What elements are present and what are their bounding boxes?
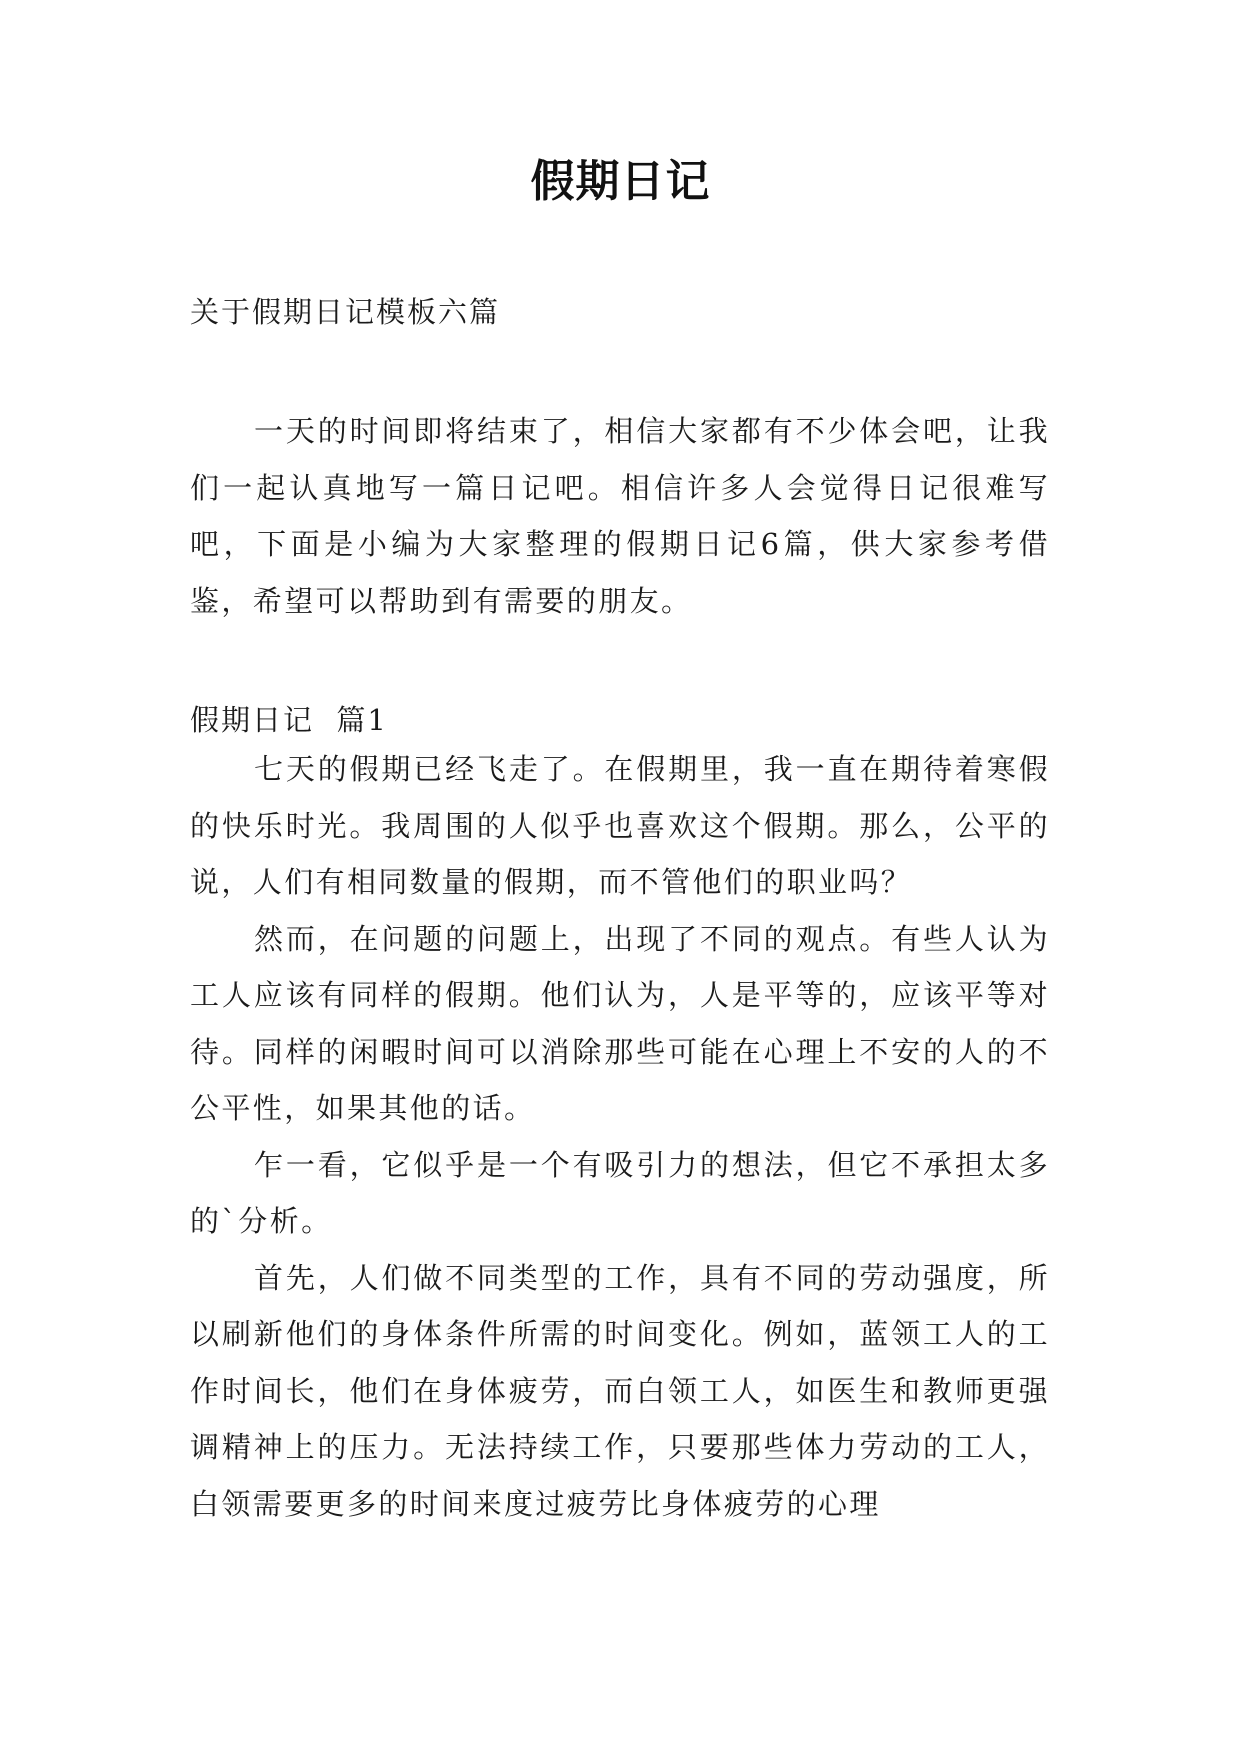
article-paragraph: 首先，人们做不同类型的工作，具有不同的劳动强度，所以刷新他们的身体条件所需的时间变化。例如，蓝领工人的工作时间长，他们在身体疲劳，而白领工人，如医生和教师更强调精神上的压力。无法持续工作，只要那些体力劳动的工人，白领需要更多的时间来度过疲劳比身体疲劳的心理 xyxy=(190,1260,1050,1521)
document-subtitle: 关于假期日记模板六篇 xyxy=(190,295,501,329)
article-body xyxy=(190,741,1050,1532)
article-paragraph: 七天的假期已经飞走了。在假期里，我一直在期待着寒假的快乐时光。我周围的人似乎也喜欢这个假期。那么，公平的说，人们有相同数量的假期，而不管他们的职业吗？ xyxy=(190,752,1050,899)
article-paragraph: 然而，在问题的问题上，出现了不同的观点。有些人认为工人应该有同样的假期。他们认为，人是平等的，应该平等对待。同样的闲暇时间可以消除那些可能在心理上不安的人的不公平性，如果其他的话。 xyxy=(190,921,1050,1125)
article-paragraph: 乍一看，它似乎是一个有吸引力的想法，但它不承担太多的`分析。 xyxy=(190,1147,1050,1238)
section-heading: 假期日记 篇1 xyxy=(190,703,388,737)
intro-paragraph: 一天的时间即将结束了，相信大家都有不少体会吧，让我们一起认真地写一篇日记吧。相信许多人会觉得日记很难写吧，下面是小编为大家整理的假期日记6篇，供大家参考借鉴，希望可以帮助到有需要的朋友。 xyxy=(190,414,1050,618)
intro-section xyxy=(190,403,1050,629)
document-title: 假期日记 xyxy=(530,156,711,207)
